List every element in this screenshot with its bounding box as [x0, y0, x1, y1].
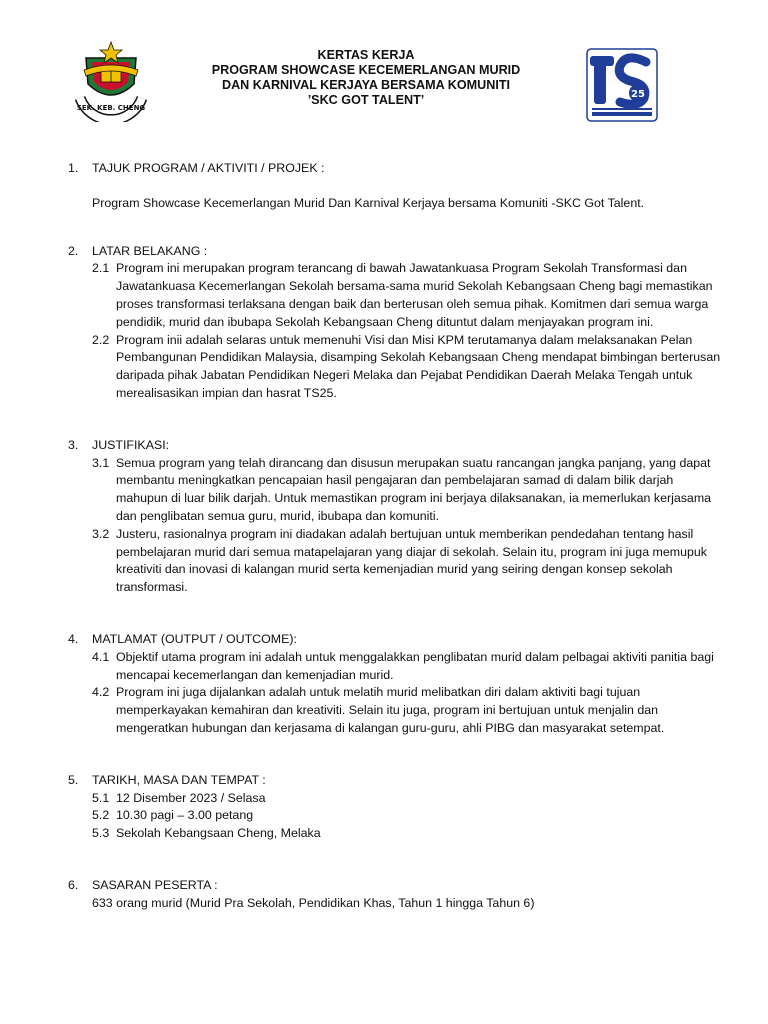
item-text: Semua program yang telah dirancang dan disusun merupakan suatu rancangan jangka panjang, yang dapat membantu meningkatkan pencapaian hasil pengajaran dan pembelajaran samad di dalam bilik darjah mahupun di luar bilik darjah. Untuk memastikan program ini berjaya dilaksanakan, ia memerlukan kerjasama dan penglibatan semua guru, murid, ibubapa dan komuniti.: [116, 455, 712, 523]
section-heading: JUSTIFIKASI:: [92, 437, 170, 452]
section-number: 1.: [68, 161, 79, 175]
list-item: [68, 332, 728, 403]
section-matlamat: [68, 631, 728, 738]
section-tarikh-masa-tempat: [68, 772, 728, 843]
item-number: 5.1: [92, 790, 110, 805]
title-line-3: DAN KARNIVAL KERJAYA BERSAMA KOMUNITI: [221, 78, 511, 92]
title-line-1: KERTAS KERJA: [317, 48, 415, 62]
section-number: 2.: [68, 243, 79, 258]
list-item: [68, 684, 728, 737]
item-text: 12 Disember 2023 / Selasa: [116, 790, 266, 805]
section-tajuk: [68, 160, 728, 213]
crest-text: SEK. KEB. CHENG: [76, 104, 146, 112]
list-item: [68, 649, 728, 685]
item-text: Objektif utama program ini adalah untuk menggalakkan penglibatan murid dalam pelbagai aktiviti panitia bagi mencapai kecemerlangan dan kemenjadian murid.: [116, 649, 714, 682]
item-number: 2.1: [92, 261, 110, 276]
title-line-2: PROGRAM SHOWCASE KECEMERLANGAN MURID: [211, 63, 521, 77]
section-number: 5.: [68, 772, 79, 787]
ts25-text: 25: [631, 89, 645, 100]
item-number: 4.1: [92, 649, 110, 664]
item-text: Sekolah Kebangsaan Cheng, Melaka: [116, 826, 321, 841]
item-number: 5.2: [92, 808, 110, 823]
section-heading: SASARAN PESERTA :: [92, 877, 218, 892]
section-number: 6.: [68, 877, 79, 892]
section-number: 3.: [68, 437, 79, 452]
title-line-4: ’SKC GOT TALENT’: [307, 93, 425, 107]
section-justifikasi: [68, 437, 728, 597]
item-text: Program ini juga dijalankan adalah untuk melatih murid melibatkan diri dalam aktiviti bagi tujuan memperkayakan kemahiran dan kreativiti. Selain itu juga, program ini bertujuan untuk menjalin dan mengeratkan hubungan dan kerjasama di kalangan guru-guru, ahli PIBG dan masyarakat setempat.: [116, 685, 665, 735]
list-item: [68, 260, 728, 331]
item-number: 3.2: [92, 526, 110, 541]
section-body: Program Showcase Kecemerlangan Murid Dan Karnival Kerjaya bersama Komuniti -SKC Got Talent.: [92, 195, 645, 210]
document-title: [180, 48, 552, 108]
school-crest-icon: [70, 40, 152, 122]
section-heading: LATAR BELAKANG :: [92, 243, 208, 258]
item-number: 5.3: [92, 826, 110, 841]
item-text: 10.30 pagi – 3.00 petang: [116, 808, 254, 823]
list-item: [68, 825, 728, 843]
section-sasaran-peserta: [68, 877, 728, 913]
list-item: [68, 807, 728, 825]
item-number: 2.2: [92, 332, 110, 347]
ts25-logo-icon: [586, 48, 658, 122]
section-heading: TAJUK PROGRAM / AKTIVITI / PROJEK :: [92, 161, 325, 175]
item-number: 3.1: [92, 455, 110, 470]
section-heading: TARIKH, MASA DAN TEMPAT :: [92, 772, 266, 787]
list-item: [68, 790, 728, 808]
list-item: [68, 455, 728, 526]
section-heading: MATLAMAT (OUTPUT / OUTCOME):: [92, 631, 297, 646]
item-text: Program inii adalah selaras untuk memenuhi Visi dan Misi KPM terutamanya dalam melaksanakan Pelan Pembangunan Pendidikan Malaysia, disamping Sekolah Kebangsaan Cheng mendapat bimbingan berterusan daripada pihak Jabatan Pendidikan Negeri Melaka dan Pejabat Pendidikan Daerah Melaka Tengah untuk merealisasikan impian dan hasrat TS25.: [116, 332, 721, 400]
section-body: 633 orang murid (Murid Pra Sekolah, Pendidikan Khas, Tahun 1 hingga Tahun 6): [92, 895, 535, 910]
document-body: [68, 160, 728, 913]
list-item: [68, 526, 728, 597]
section-number: 4.: [68, 631, 79, 646]
item-number: 4.2: [92, 685, 110, 700]
item-text: Program ini merupakan program terancang di bawah Jawatankuasa Program Sekolah Transformasi dan Jawatankuasa Kecemerlangan Sekolah bersama-sama murid Sekolah Kebangsaan Cheng bagi memastikan proses transformasi terlaksana dengan baik dan berterusan oleh semua pihak. Komitmen dari semua warga pendidik, murid dan ibubapa Sekolah Kebangsaan Cheng dituntut dalam menjayakan program ini.: [116, 261, 713, 329]
item-text: Justeru, rasionalnya program ini diadakan adalah bertujuan untuk memberikan pendedahan tentang hasil pembelajaran murid dari semua matapelajaran yang diajar di sekolah. Selain itu, program ini juga memupuk kreativiti dan inovasi di kalangan murid serta kemenjadian murid yang seiring dengan konsep sekolah transformasi.: [116, 526, 707, 595]
document-header: [0, 0, 768, 130]
section-latar-belakang: [68, 243, 728, 403]
